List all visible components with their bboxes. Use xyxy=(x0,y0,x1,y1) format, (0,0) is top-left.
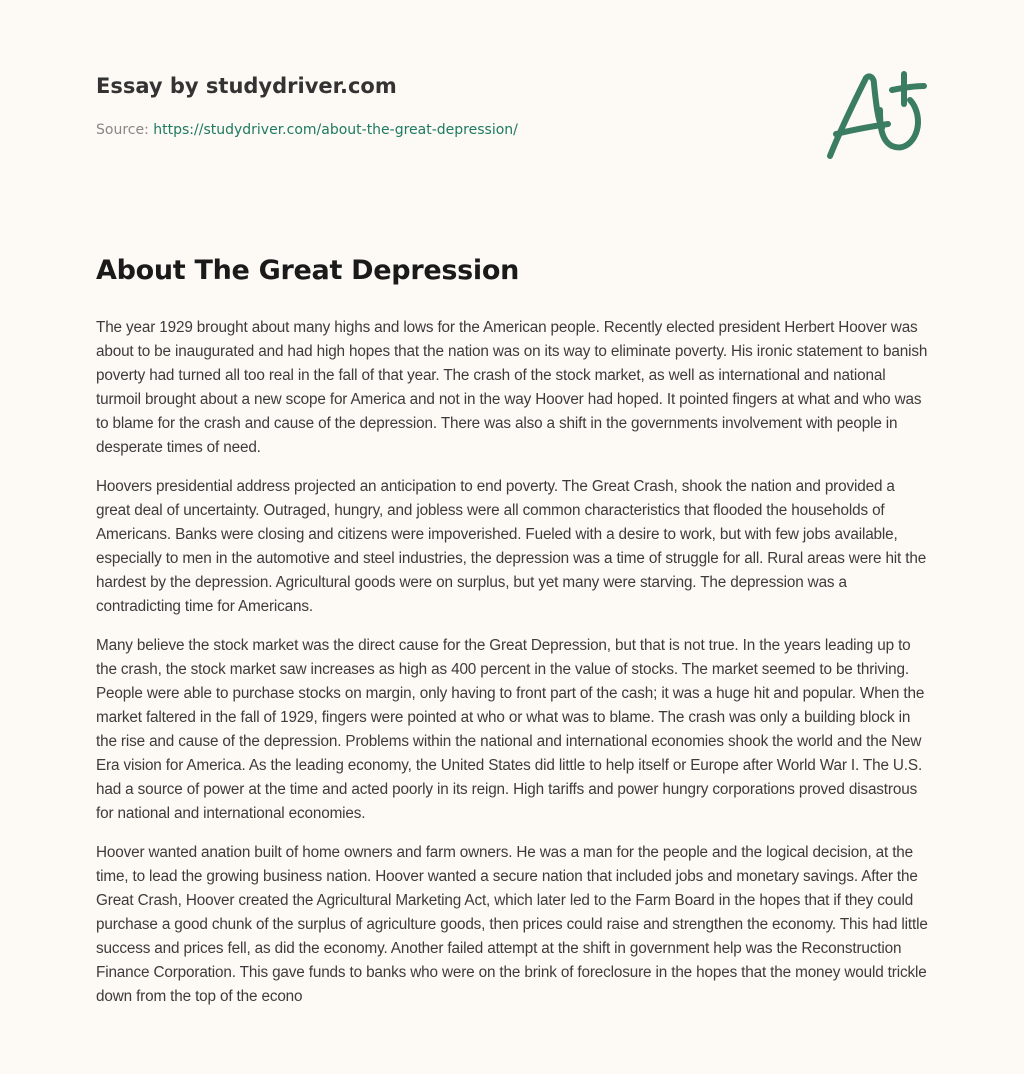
a-plus-grade-icon xyxy=(818,64,930,168)
paragraph: Hoover wanted anation built of home owners and farm owners. He was a man for the people and the logical decision, at the time, to lead the growing business nation. Hoover wanted a secure nation that included jobs and monetary savings. After the Great Crash, Hoover created the Agricultural Marketing Act, which later led to the Farm Board in the hopes that if they could purchase a good chunk of the surplus of agriculture goods, then prices could raise and strengthen the economy. This had little success and prices fell, as did the economy. Another failed attempt at the shift in government help was the Reconstruction Finance Corporation. This gave funds to banks who were on the brink of foreclosure in the hopes that the money would trickle down from the top of the econo xyxy=(96,844,928,1005)
site-title: Essay by studydriver.com xyxy=(96,74,397,98)
source-link[interactable]: https://studydriver.com/about-the-great-depression/ xyxy=(153,122,518,138)
document-title: About The Great Depression xyxy=(96,255,520,286)
source-line xyxy=(96,122,816,138)
document-body xyxy=(96,316,932,1024)
paragraph: Hoovers presidential address projected an anticipation to end poverty. The Great Crash, shook the nation and provided a great deal of uncertainty. Outraged, hungry, and jobless were all common characteristics that flooded the households of Americans. Banks were closing and citizens were impoverished. Fueled with a desire to work, but with few jobs available, especially to men in the automotive and steel industries, the depression was a time of struggle for all. Rural areas were hit the hardest by the depression. Agricultural goods were on surplus, but yet many were starving. The depression was a contradicting time for Americans. xyxy=(96,478,927,615)
paragraph: The year 1929 brought about many highs and lows for the American people. Recently elected president Herbert Hoover was about to be inaugurated and had high hopes that the nation was on its way to eliminate poverty. His ironic statement to banish poverty had turned all too real in the fall of that year. The crash of the stock market, as well as international and national turmoil brought about a new scope for America and not in the way Hoover had hoped. It pointed fingers at what and who was to blame for the crash and cause of the depression. There was also a shift in the governments involvement with people in desperate times of need. xyxy=(96,319,928,456)
paragraph: Many believe the stock market was the direct cause for the Great Depression, but that is not true. In the years leading up to the crash, the stock market saw increases as high as 400 percent in the value of stocks. The market seemed to be thriving. People were able to purchase stocks on margin, only having to front part of the cash; it was a huge hit and popular. When the market faltered in the fall of 1929, fingers were pointed at who or what was to blame. The crash was only a building block in the rise and cause of the depression. Problems within the national and international economies shook the world and the New Era vision for America. As the leading economy, the United States did little to help itself or Europe after World War I. The U.S. had a source of power at the time and acted poorly in its reign. High tariffs and power hungry corporations proved disastrous for national and international economies. xyxy=(96,637,925,822)
page-header xyxy=(96,74,816,138)
source-label: Source: xyxy=(96,122,149,138)
